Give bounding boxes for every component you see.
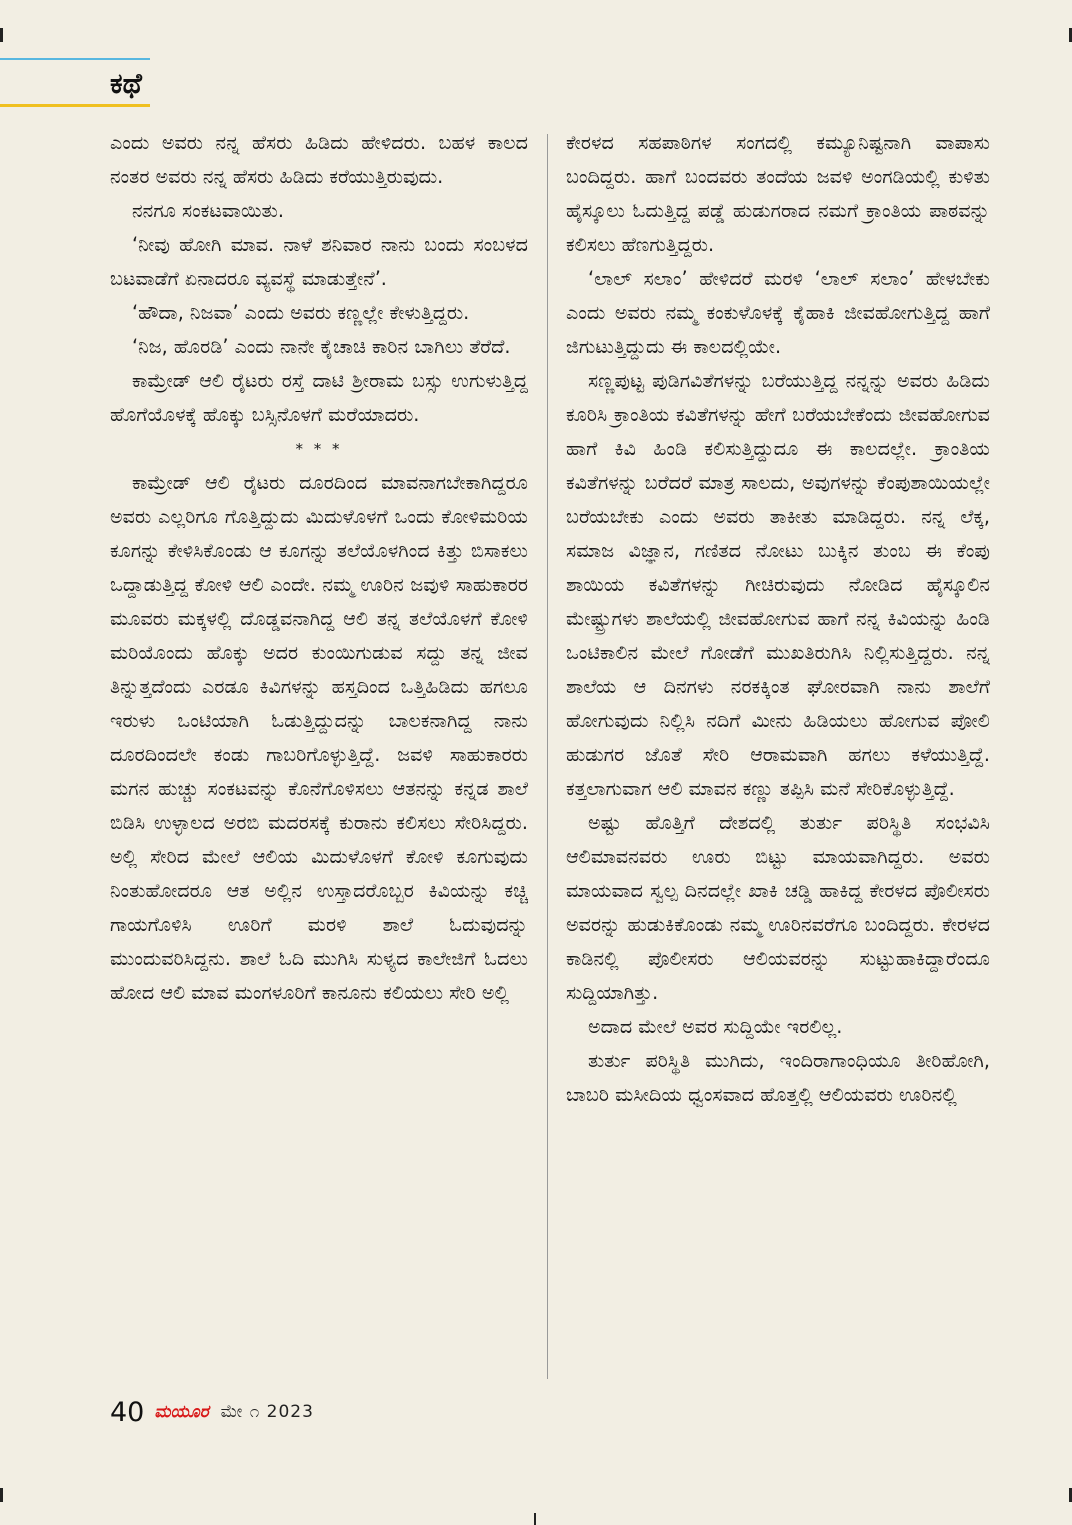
- paragraph: ‘ನೀವು ಹೋಗಿ ಮಾವ. ನಾಳೆ ಶನಿವಾರ ನಾನು ಬಂದು ಸಂಬಳದ ಬಟವಾಡೆಗೆ ಏನಾದರೂ ವ್ಯವಸ್ಥೆ ಮಾಡುತ್ತೇನೆ’.: [110, 233, 528, 290]
- paragraph: ನನಗೂ ಸಂಕಟವಾಯಿತು.: [132, 199, 284, 222]
- paragraph: ಕಾಮ್ರೇಡ್ ಆಲಿ ರೈಟರು ರಸ್ತೆ ದಾಟಿ ಶ್ರೀರಾಮ ಬಸ್ಸು ಉಗುಳುತ್ತಿದ್ದ ಹೊಗೆಯೊಳಕ್ಕೆ ಹೊಕ್ಕು ಬಸ್ಸಿನೊಳಗೆ ಮರೆಯಾದರು.: [110, 369, 528, 426]
- paragraph: ‘ಲಾಲ್ ಸಲಾಂ’ ಹೇಳಿದರೆ ಮರಳಿ ‘ಲಾಲ್ ಸಲಾಂ’ ಹೇಳಬೇಕು ಎಂದು ಅವರು ನಮ್ಮ ಕಂಕುಳೊಳಕ್ಕೆ ಕೈಹಾಕಿ ಜೀವಹೋಗುತ್ತಿದ್ದ ಹಾಗೆ ಜಿಗುಟುತ್ತಿದ್ದುದು ಈ ಕಾಲದಲ್ಲಿಯೇ.: [566, 267, 990, 358]
- issue-date: ಮೇ ೧ 2023: [220, 1402, 314, 1422]
- paragraph: ತುರ್ತು ಪರಿಸ್ಥಿತಿ ಮುಗಿದು, ಇಂದಿರಾಗಾಂಧಿಯೂ ತೀರಿಹೋಗಿ, ಬಾಬರಿ ಮಸೀದಿಯ ಧ್ವಂಸವಾದ ಹೊತ್ತಲ್ಲಿ ಆಲಿಯವರು ಊರಿನಲ್ಲಿ: [566, 1049, 990, 1106]
- section-label: ಕಥೆ: [110, 67, 142, 100]
- crop-mark-top-left: [0, 28, 3, 42]
- header-rule-yellow: [0, 104, 150, 107]
- right-column: [566, 126, 990, 1386]
- paragraph: ಕೇರಳದ ಸಹಪಾಠಿಗಳ ಸಂಗದಲ್ಲಿ ಕಮ್ಯೂನಿಷ್ಟನಾಗಿ ವಾಪಾಸು ಬಂದಿದ್ದರು. ಹಾಗೆ ಬಂದವರು ತಂದೆಯ ಜವಳಿ ಅಂಗಡಿಯಲ್ಲಿ ಕುಳಿತು ಹೈಸ್ಕೂಲು ಓದುತ್ತಿದ್ದ ಪಡ್ಡೆ ಹುಡುಗರಾದ ನಮಗೆ ಕ್ರಾಂತಿಯ ಪಾಠವನ್ನು ಕಲಿಸಲು ಹೆಣಗುತ್ತಿದ್ದರು.: [566, 131, 990, 256]
- paragraph: ಎಂದು ಅವರು ನನ್ನ ಹೆಸರು ಹಿಡಿದು ಹೇಳಿದರು. ಬಹಳ ಕಾಲದ ನಂತರ ಅವರು ನನ್ನ ಹೆಸರು ಹಿಡಿದು ಕರೆಯುತ್ತಿರುವುದು.: [110, 131, 528, 188]
- paragraph: ಅದಾದ ಮೇಲೆ ಅವರ ಸುದ್ದಿಯೇ ಇರಲಿಲ್ಲ.: [588, 1015, 843, 1038]
- paragraph: ಸಣ್ಣಪುಟ್ಟ ಪುಡಿಗವಿತೆಗಳನ್ನು ಬರೆಯುತ್ತಿದ್ದ ನನ್ನನ್ನು ಅವರು ಹಿಡಿದು ಕೂರಿಸಿ ಕ್ರಾಂತಿಯ ಕವಿತೆಗಳನ್ನು ಹೇಗೆ ಬರೆಯಬೇಕೆಂದು ಜೀವಹೋಗುವ ಹಾಗೆ ಕಿವಿ ಹಿಂಡಿ ಕಲಿಸುತ್ತಿದ್ದುದೂ ಈ ಕಾಲದಲ್ಲೇ. ಕ್ರಾಂತಿಯ ಕವಿತೆಗಳನ್ನು ಬರೆದರೆ ಮಾತ್ರ ಸಾಲದು, ಅವುಗಳನ್ನು ಕೆಂಪುಶಾಯಿಯಲ್ಲೇ ಬರೆಯಬೇಕು ಎಂದು ಅವರು ತಾಕೀತು ಮಾಡಿದ್ದರು. ನನ್ನ ಲೆಕ್ಕ, ಸಮಾಜ ವಿಜ್ಞಾನ, ಗಣಿತದ ನೋಟು ಬುಕ್ಕಿನ ತುಂಬ ಈ ಕೆಂಪು ಶಾಯಿಯ ಕವಿತೆಗಳನ್ನು ಗೀಚಿರುವುದು ನೋಡಿದ ಹೈಸ್ಕೂಲಿನ ಮೇಷ್ಟ್ರುಗಳು ಶಾಲೆಯಲ್ಲಿ ಜೀವಹೋಗುವ ಹಾಗೆ ನನ್ನ ಕಿವಿಯನ್ನು ಹಿಂಡಿ ಒಂಟಿಕಾಲಿನ ಮೇಲೆ ಗೋಡೆಗೆ ಮುಖತಿರುಗಿಸಿ ನಿಲ್ಲಿಸುತ್ತಿದ್ದರು. ನನ್ನ ಶಾಲೆಯ ಆ ದಿನಗಳು ನರಕಕ್ಕಿಂತ ಘೋರವಾಗಿ ನಾನು ಶಾಲೆಗೆ ಹೋಗುವುದು ನಿಲ್ಲಿಸಿ ನದಿಗೆ ಮೀನು ಹಿಡಿಯಲು ಹೋಗುವ ಪೋಲಿ ಹುಡುಗರ ಜೊತೆ ಸೇರಿ ಆರಾಮವಾಗಿ ಹಗಲು ಕಳೆಯುತ್ತಿದ್ದೆ. ಕತ್ತಲಾಗುವಾಗ ಆಲಿ ಮಾವನ ಕಣ್ಣು ತಪ್ಪಿಸಿ ಮನೆ ಸೇರಿಕೊಳ್ಳುತ್ತಿದ್ದೆ.: [566, 369, 990, 800]
- paragraph: ಕಾಮ್ರೇಡ್ ಆಲಿ ರೈಟರು ದೂರದಿಂದ ಮಾವನಾಗಬೇಕಾಗಿದ್ದರೂ ಅವರು ಎಲ್ಲರಿಗೂ ಗೊತ್ತಿದ್ದುದು ಮಿದುಳೊಳಗೆ ಒಂದು ಕೋಳಿಮರಿಯ ಕೂಗನ್ನು ಕೇಳಿಸಿಕೊಂಡು ಆ ಕೂಗನ್ನು ತಲೆಯೊಳಗಿಂದ ಕಿತ್ತು ಬಿಸಾಕಲು ಒದ್ದಾಡುತ್ತಿದ್ದ ಕೋಳಿ ಆಲಿ ಎಂದೇ. ನಮ್ಮ ಊರಿನ ಜವುಳಿ ಸಾಹುಕಾರರ ಮೂವರು ಮಕ್ಕಳಲ್ಲಿ ದೊಡ್ಡವನಾಗಿದ್ದ ಆಲಿ ತನ್ನ ತಲೆಯೊಳಗೆ ಕೋಳಿ ಮರಿಯೊಂದು ಹೊಕ್ಕು ಅದರ ಕುಂಯಿಗುಡುವ ಸದ್ದು ತನ್ನ ಜೀವ ತಿನ್ನುತ್ತದೆಂದು ಎರಡೂ ಕಿವಿಗಳನ್ನು ಹಸ್ತದಿಂದ ಒತ್ತಿಹಿಡಿದು ಹಗಲೂ ಇರುಳು ಒಂಟಿಯಾಗಿ ಓಡುತ್ತಿದ್ದುದನ್ನು ಬಾಲಕನಾಗಿದ್ದ ನಾನು ದೂರದಿಂದಲೇ ಕಂಡು ಗಾಬರಿಗೊಳ್ಳುತ್ತಿದ್ದೆ. ಜವಳಿ ಸಾಹುಕಾರರು ಮಗನ ಹುಚ್ಚು ಸಂಕಟವನ್ನು ಕೊನೆಗೊಳಿಸಲು ಆತನನ್ನು ಕನ್ನಡ ಶಾಲೆ ಬಿಡಿಸಿ ಉಳ್ಳಾಲದ ಅರಬಿ ಮದರಸಕ್ಕೆ ಕುರಾನು ಕಲಿಸಲು ಸೇರಿಸಿದ್ದರು. ಅಲ್ಲಿ ಸೇರಿದ ಮೇಲೆ ಆಲಿಯ ಮಿದುಳೊಳಗೆ ಕೋಳಿ ಕೂಗುವುದು ನಿಂತುಹೋದರೂ ಆತ ಅಲ್ಲಿನ ಉಸ್ತಾದರೊಬ್ಬರ ಕಿವಿಯನ್ನು ಕಚ್ಚಿ ಗಾಯಗೊಳಿಸಿ ಊರಿಗೆ ಮರಳಿ ಶಾಲೆ ಓದುವುದನ್ನು ಮುಂದುವರಿಸಿದ್ದನು. ಶಾಲೆ ಓದಿ ಮುಗಿಸಿ ಸುಳ್ಯದ ಕಾಲೇಜಿಗೆ ಓದಲು ಹೋದ ಆಲಿ ಮಾವ ಮಂಗಳೂರಿಗೆ ಕಾನೂನು ಕಲಿಯಲು ಸೇರಿ ಅಲ್ಲಿ: [110, 471, 528, 1004]
- crop-mark-bottom-left: [0, 1488, 3, 1502]
- brand-logo: ಮಯೂರ: [154, 1402, 209, 1422]
- column-divider: [547, 134, 548, 1379]
- header-rule-blue: [0, 58, 150, 60]
- paragraph: ಅಷ್ಟು ಹೊತ್ತಿಗೆ ದೇಶದಲ್ಲಿ ತುರ್ತು ಪರಿಸ್ಥಿತಿ ಸಂಭವಿಸಿ ಆಲಿಮಾವನವರು ಊರು ಬಿಟ್ಟು ಮಾಯವಾಗಿದ್ದರು. ಅವರು ಮಾಯವಾದ ಸ್ವಲ್ಪ ದಿನದಲ್ಲೇ ಖಾಕಿ ಚಡ್ಡಿ ಹಾಕಿದ್ದ ಕೇರಳದ ಪೊಲೀಸರು ಅವರನ್ನು ಹುಡುಕಿಕೊಂಡು ನಮ್ಮ ಊರಿನವರೆಗೂ ಬಂದಿದ್ದರು. ಕೇರಳದ ಕಾಡಿನಲ್ಲಿ ಪೊಲೀಸರು ಆಲಿಯವರನ್ನು ಸುಟ್ಟುಹಾಕಿದ್ದಾರೆಂದೂ ಸುದ್ದಿಯಾಗಿತ್ತು.: [566, 811, 990, 1004]
- paragraph: ‘ನಿಜ, ಹೊರಡಿ’ ಎಂದು ನಾನೇ ಕೈಚಾಚಿ ಕಾರಿನ ಬಾಗಿಲು ತೆರೆದೆ.: [132, 335, 511, 358]
- page-footer: [110, 1392, 314, 1432]
- page-number: 40: [110, 1396, 145, 1428]
- paragraph: * * *: [295, 440, 343, 458]
- paragraph: ‘ಹೌದಾ, ನಿಜವಾ’ ಎಂದು ಅವರು ಕಣ್ಣಲ್ಲೇ ಕೇಳುತ್ತಿದ್ದರು.: [132, 301, 470, 324]
- crop-mark-bottom-center: [534, 1513, 536, 1525]
- left-column: [110, 126, 528, 1386]
